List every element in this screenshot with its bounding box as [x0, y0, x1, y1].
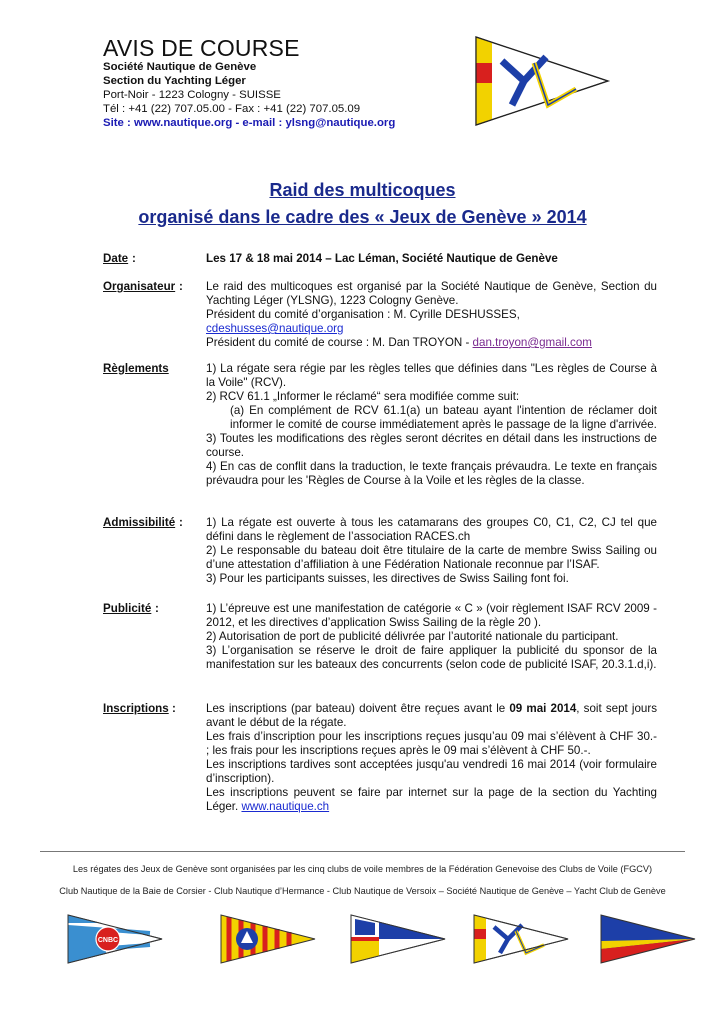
- reglement-1: 1) La régate sera régie par les règles telles que définies dans "Les règles de Course à la Voile" (RCV).: [206, 362, 657, 389]
- organisateur-label-colon: :: [179, 280, 183, 293]
- publicite-1: 1) L’épreuve est une manifestation de catégorie « C » (voir règlement ISAF RCV 2009 - 2012, et les directives d’application Swiss Sailing de la règle 20 ).: [206, 602, 657, 629]
- publicite-2: 2) Autorisation de port de publicité délivrée par l’autorité nationale du participant.: [206, 630, 619, 643]
- reglements-label: Règlements: [103, 362, 169, 375]
- cnv-burgee: [349, 913, 447, 965]
- publicite-3: 3) L’organisation se réserve le droit de faire appliquer la publicité du sponsor de la manifestation sur les bateaux des concurrents (selon code de publicité ISAF, 20.3.1.d,i).: [206, 644, 657, 671]
- ycg-burgee: [599, 913, 697, 965]
- admissibilite-label-colon: :: [179, 516, 183, 529]
- president-organisation: Président du comité d’organisation : M. Cyrille DESHUSSES,: [206, 308, 520, 321]
- club-address: Port-Noir - 1223 Cologny - SUISSE: [103, 89, 281, 101]
- club-name: Société Nautique de Genève: [103, 61, 257, 73]
- footer-federation: Les régates des Jeux de Genève sont organisées par les cinq clubs de voile membres de la Fédération Genevoise des Clubs de Voile (FGCV): [72, 864, 653, 874]
- cnbc-burgee: [66, 913, 164, 965]
- ylsng-burgee: [472, 33, 612, 129]
- admissibilite-content: [206, 516, 657, 586]
- nautique-link[interactable]: www.nautique.ch: [241, 800, 330, 813]
- club-phone: Tél : +41 (22) 707.05.00 - Fax : +41 (22) 707.05.09: [103, 103, 361, 115]
- inscriptions-1c: , soit sept jours avant le début de la régate.: [206, 702, 657, 729]
- inscriptions-deadline: 09 mai 2014: [509, 702, 577, 715]
- club-site-email[interactable]: Site : www.nautique.org - e-mail : ylsng@nautique.org: [103, 117, 396, 129]
- reglement-3: 3) Toutes les modifications des règles seront décrites en détail dans les instructions de course.: [206, 432, 657, 459]
- cnh-burgee: [219, 913, 317, 965]
- inscriptions-4: [206, 786, 657, 814]
- admissibilite-2: 2) Le responsable du bateau doit être titulaire de la carte de membre Swiss Sailing ou d’une attestation d’affiliation à une Fédération Nationale reconnue par l’ISAF.: [206, 544, 657, 571]
- reglement-4: 4) En cas de conflit dans la traduction, le texte français prévaudra. Le texte en français prévaudra pour les 'Règles de Course à la Voile et les règles de la classe.: [206, 460, 657, 487]
- inscriptions-label-colon: :: [172, 702, 176, 715]
- event-subtitle: organisé dans le cadre des « Jeux de Genève » 2014: [138, 207, 587, 227]
- date-text: Les 17 & 18 mai 2014 – Lac Léman, Société Nautique de Genève: [206, 252, 558, 265]
- publicite-label-colon: :: [155, 602, 159, 615]
- footer-divider: [40, 851, 685, 852]
- inscriptions-1: [206, 702, 657, 730]
- reglements-content: [206, 362, 657, 488]
- admissibilite-3: 3) Pour les participants suisses, les directives de Swiss Sailing font foi.: [206, 572, 569, 585]
- inscriptions-4-text: Les inscriptions peuvent se faire par internet sur la page de la section du Yachting Léger.: [206, 786, 657, 813]
- reglement-2: 2) RCV 61.1 „Informer le réclamé“ sera modifiée comme suit:: [206, 390, 520, 403]
- inscriptions-3: Les inscriptions tardives sont acceptées jusqu'au vendredi 16 mai 2014 (voir formulaire d’inscription).: [206, 758, 657, 785]
- email-link-deshusses[interactable]: cdeshusses@nautique.org: [206, 322, 344, 335]
- date-label: Date: [103, 252, 129, 265]
- publicite-label: Publicité: [103, 602, 152, 615]
- inscriptions-2: Les frais d’inscription pour les inscriptions reçues jusqu’au 09 mai s’élèvent à CHF 30.- ; les frais pour les inscriptions reçues après le 09 mai s’élèvent à CHF 50.-.: [206, 730, 657, 757]
- admissibilite-1: 1) La régate est ouverte à tous les catamarans des groupes C0, C1, C2, CJ tel que défini dans le règlement de l’association RACES.ch: [206, 516, 657, 543]
- cnbc-logo-text: CNBC: [97, 937, 119, 944]
- date-label-colon: :: [132, 252, 136, 265]
- event-title: Raid des multicoques: [269, 180, 456, 200]
- email-link-troyon[interactable]: dan.troyon@gmail.com: [472, 336, 592, 349]
- organisateur-text: Le raid des multicoques est organisé par la Société Nautique de Genève, Section du Yachting Léger (YLSNG), 1223 Cologny Genève.: [206, 280, 657, 307]
- page-title: AVIS DE COURSE: [103, 35, 300, 61]
- organisateur-content: [206, 280, 657, 350]
- inscriptions-content: [206, 702, 657, 814]
- sng-burgee: [472, 913, 570, 965]
- reglement-2a: (a) En complément de RCV 61.1(a) un bateau ayant l'intention de réclamer doit informer le comité de course immédiatement après le passage de la ligne d'arrivée.: [230, 404, 657, 431]
- section-name: Section du Yachting Léger: [103, 75, 246, 87]
- publicite-content: [206, 602, 657, 672]
- president-course: Président du comité de course : M. Dan TROYON -: [206, 336, 473, 349]
- organisateur-label: Organisateur: [103, 280, 176, 293]
- inscriptions-1a: Les inscriptions (par bateau) doivent être reçues avant le: [206, 702, 510, 715]
- footer-clubs: Club Nautique de la Baie de Corsier - Club Nautique d’Hermance - Club Nautique de Versoix – Société Nautique de Genève – Yacht Club de Genève: [59, 886, 666, 896]
- inscriptions-label: Inscriptions: [103, 702, 169, 715]
- admissibilite-label: Admissibilité: [103, 516, 176, 529]
